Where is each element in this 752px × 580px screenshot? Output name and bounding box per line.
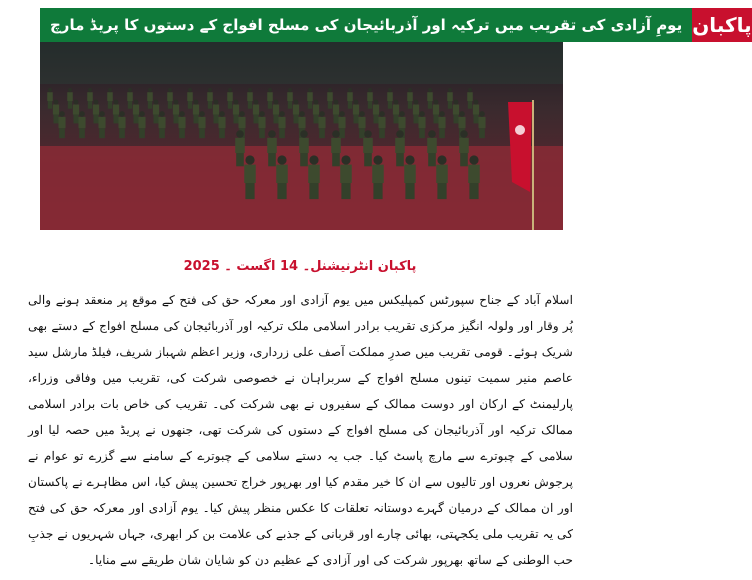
soldier-figure: [378, 111, 385, 138]
soldier-figure: [276, 155, 288, 199]
soldier-figure: [307, 88, 313, 109]
soldier-figure: [436, 155, 448, 199]
soldier-figure: [233, 99, 239, 123]
soldier-figure: [287, 88, 293, 109]
flag-emblem: [515, 125, 525, 135]
soldier-figure: [147, 88, 153, 109]
news-header: [40, 8, 752, 42]
soldier-figure: [58, 111, 65, 138]
soldier-figure: [207, 88, 213, 109]
soldier-figure: [427, 88, 433, 109]
soldier-figure: [138, 111, 145, 138]
soldier-figure: [118, 111, 125, 138]
soldier-figure: [273, 99, 279, 123]
soldier-figure: [178, 111, 185, 138]
soldier-figure: [173, 99, 179, 123]
soldier-figure: [107, 88, 113, 109]
soldier-figure: [333, 99, 339, 123]
soldier-figure: [299, 130, 309, 166]
article-paragraph: اسلام آباد کے جناح سپورٹس کمپلیکس میں یوم آزادی اور معرکہ حق کی فتح کے موقع پر منعقد ہونے والی پُر وقار اور ولولہ انگیز مرکزی تقریب برادر اسلامی ملک ترکیہ اور آذربائیجان کی مسلح افواج کے دستے بھی شریک ہوئے۔ قومی تقریب میں صدرِ مملکت آصف علی زرداری، وزیر اعظم شہباز شریف، فیلڈ مارشل سید عاصم منیر سمیت تینوں مسلح افواج کے سربراہان نے خصوصی شرکت کی، تقریب میں وفاقی وزراء، پارلیمنٹ کے ارکان اور دوست ممالک کے سفیروں نے بھی شرکت کی۔ تقریب کی خاص بات برادر اسلامی ممالک ترکیہ اور آذربائیجان کی مسلح افواج کے دستوں کی شرکت تھی، جنھوں نے پریڈ میں حصہ لیا اور سلامی کے چبوترے سے مارچ پاسٹ کیا۔ جب یہ دستے سلامی کے چبوترے کے سامنے سے گزرے تو عوام نے پرجوش نعروں اور تالیوں سے ان کا خیر مقدم کیا اور بھرپور خراج تحسین پیش کیا، اس مظاہرے نے پاکستان اور ان ممالک کے درمیان گہرے دوستانہ تعلقات کا عکس منظر پیش کیا۔ یوم آزادی اور معرکہ حق کی فتح کی یہ تقریب ملی یکجہتی، بھائی چارے اور قربانی کے جذبے کی علامت بن کر ابھری، جہاں شہریوں نے جذبِ حب الوطنی کے ساتھ بھرپور شرکت کی اور آزادی کے عظیم دن کو شایان شان طریقے سے منایا۔: [28, 293, 573, 567]
soldier-figure: [267, 88, 273, 109]
headline: یومِ آزادی کی تقریب میں ترکیہ اور آذربائیجان کی مسلح افواج کے دستوں کا پریڈ مارچ: [40, 8, 692, 42]
soldier-figure: [47, 88, 53, 109]
soldier-figure: [427, 130, 437, 166]
soldier-figure: [313, 99, 319, 123]
soldier-figure: [133, 99, 139, 123]
brand-logo: پاکبان: [692, 8, 751, 42]
soldier-figure: [387, 88, 393, 109]
soldier-figure: [433, 99, 439, 123]
soldier-figure: [98, 111, 105, 138]
soldier-figure: [193, 99, 199, 123]
soldier-figure: [407, 88, 413, 109]
soldier-figure: [253, 99, 259, 123]
soldier-figure: [367, 88, 373, 109]
soldier-figure: [393, 99, 399, 123]
soldier-figure: [213, 99, 219, 123]
soldier-figure: [198, 111, 205, 138]
soldier-figure: [218, 111, 225, 138]
soldier-figure: [235, 130, 245, 166]
soldier-figure: [404, 155, 416, 199]
soldier-figure: [473, 99, 479, 123]
soldier-figure: [78, 111, 85, 138]
article-body: [28, 287, 573, 573]
soldier-figure: [278, 111, 285, 138]
soldier-figure: [227, 88, 233, 109]
soldier-figure: [167, 88, 173, 109]
soldier-figure: [267, 130, 277, 166]
soldier-figure: [413, 99, 419, 123]
parade-photo-illustration: [40, 42, 563, 230]
soldier-figure: [459, 130, 469, 166]
parade-photo: [40, 42, 563, 230]
soldier-figure: [353, 99, 359, 123]
soldier-figure: [438, 111, 445, 138]
soldier-figure: [340, 155, 352, 199]
soldier-figure: [318, 111, 325, 138]
soldier-figure: [258, 111, 265, 138]
soldier-figure: [153, 99, 159, 123]
stand-crowd: [40, 42, 563, 84]
soldier-figure: [293, 99, 299, 123]
soldier-figure: [331, 130, 341, 166]
soldier-figure: [158, 111, 165, 138]
soldier-figure: [127, 88, 133, 109]
soldier-figure: [418, 111, 425, 138]
soldier-figure: [363, 130, 373, 166]
soldier-figure: [395, 130, 405, 166]
soldier-figure: [453, 99, 459, 123]
soldier-figure: [467, 88, 473, 109]
soldier-figure: [447, 88, 453, 109]
soldier-figure: [468, 155, 480, 199]
soldier-figure: [244, 155, 256, 199]
soldier-figure: [347, 88, 353, 109]
soldier-figure: [113, 99, 119, 123]
caption-dateline: پاکبان انٹرنیشنل۔ 14 اگست ۔ 2025: [183, 259, 417, 274]
soldier-figure: [247, 88, 253, 109]
soldier-figure: [373, 99, 379, 123]
soldier-figure: [308, 155, 320, 199]
soldier-figure: [372, 155, 384, 199]
soldier-figure: [67, 88, 73, 109]
soldier-figure: [187, 88, 193, 109]
soldier-figure: [327, 88, 333, 109]
soldier-figure: [478, 111, 485, 138]
soldier-figure: [53, 99, 59, 123]
soldier-figure: [73, 99, 79, 123]
soldier-figure: [87, 88, 93, 109]
soldier-figure: [93, 99, 99, 123]
